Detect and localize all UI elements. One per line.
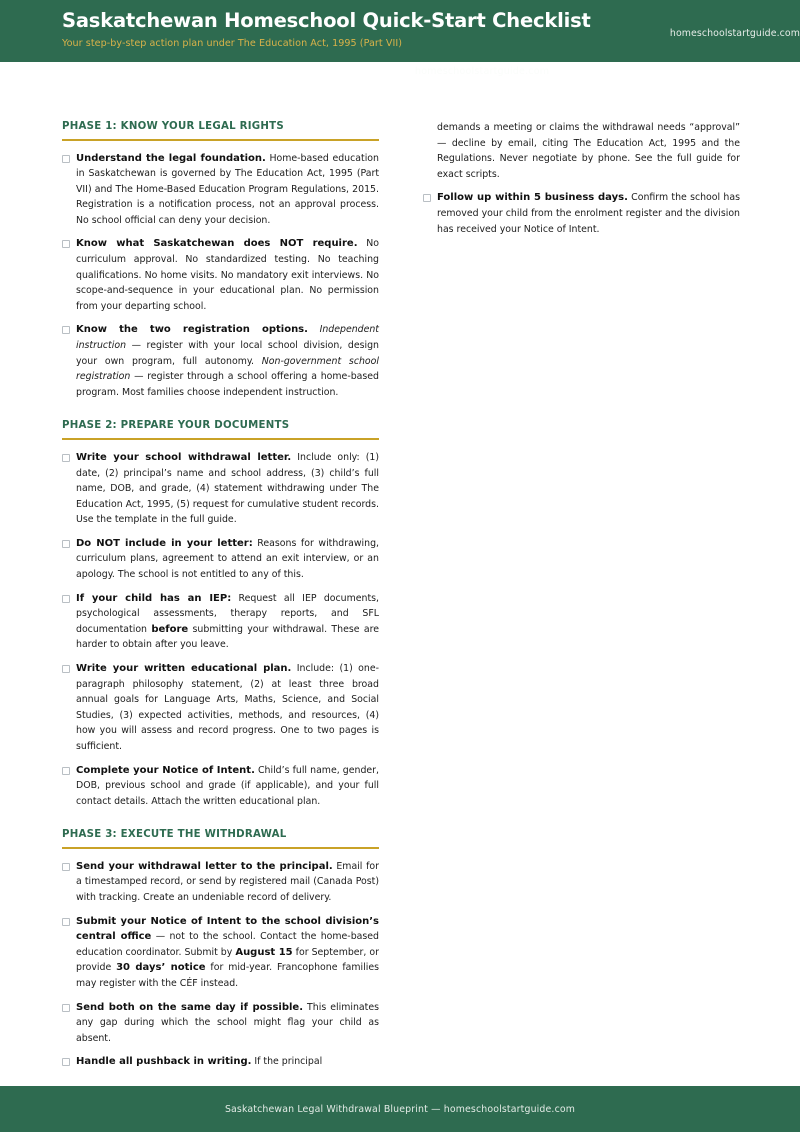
phase-section <box>62 120 379 400</box>
checklist-item-lead: Complete your Notice of Intent. <box>76 764 255 776</box>
checklist-item[interactable] <box>62 914 379 992</box>
phase-section <box>62 828 379 1070</box>
header-site-url: homeschoolstartguide.com <box>669 28 800 39</box>
page-header <box>0 0 800 62</box>
checklist-item-text <box>76 914 379 992</box>
checklist-item-body: — not to the school. Contact the home-based education coordinator. Submit by August 15 for September, or provide 30 days’ notice for mid-year. Francophone families may register with the CÉF instead. <box>76 931 380 990</box>
checkbox-icon[interactable] <box>62 1004 70 1012</box>
checkbox-icon[interactable] <box>62 155 70 163</box>
checklist-item-body: Include: (1) one-paragraph philosophy statement, (2) at least three broad annual goals for Language Arts, Maths, Science, and Social Studies, (3) expected activities, methods, and resources, (4) how you will assess and record progress. One to two pages is sufficient. <box>76 663 380 752</box>
checkbox-icon[interactable] <box>62 454 70 462</box>
checklist-item[interactable] <box>62 763 379 810</box>
checklist-item-body: Child’s full name, gender, DOB, previous school and grade (if applicable), and your full contact details. Attach the written educational plan. <box>76 764 380 807</box>
checklist-item[interactable] <box>62 322 379 400</box>
checklist-item-body: No curriculum approval. No standardized testing. No teaching qualifications. No home visits. No mandatory exit interviews. No scope-and-sequence in your educational plan. No permission from your departing school. <box>76 238 379 312</box>
checklist-item[interactable] <box>62 1054 379 1070</box>
checklist-item-text <box>76 1000 379 1047</box>
phase-divider <box>62 139 379 141</box>
phase-heading: PHASE 3: EXECUTE THE WITHDRAWAL <box>62 829 287 841</box>
checkbox-icon[interactable] <box>62 863 70 871</box>
checklist-item-text <box>76 661 379 755</box>
left-column <box>62 120 379 1078</box>
two-column-layout <box>62 120 740 1078</box>
checklist-item[interactable] <box>62 591 379 653</box>
checklist-item-body: This eliminates any gap during which the school might flag your child as absent. <box>76 1001 379 1044</box>
checklist-item-lead: Submit your Notice of Intent to the school division’s central office <box>76 915 379 943</box>
checkbox-icon[interactable] <box>62 240 70 248</box>
checklist-item-text <box>76 1054 379 1070</box>
checklist-item[interactable] <box>62 661 379 755</box>
phase-heading: PHASE 1: KNOW YOUR LEGAL RIGHTS <box>62 121 284 132</box>
checkbox-icon[interactable] <box>62 595 70 603</box>
checkbox-icon[interactable] <box>62 540 70 548</box>
checkbox-icon[interactable] <box>423 194 431 202</box>
checkbox-icon[interactable] <box>62 918 70 926</box>
checklist-item-body: Request all IEP documents, psychological assessments, therapy reports, and SFL documentation before submitting your withdrawal. These are harder to obtain after you leave. <box>76 592 380 651</box>
phase-divider <box>62 438 379 440</box>
checklist-item-lead: Follow up within 5 business days. <box>437 192 628 204</box>
phase-heading: PHASE 2: PREPARE YOUR DOCUMENTS <box>62 420 290 432</box>
checklist-item-body: Independent instruction — register with your local school division, design your own program, full autonomy. Non-government school registration — register through a school offering a home-based program. Most families choose independent instruction. <box>76 324 379 398</box>
continued-paragraph-text: demands a meeting or claims the withdrawal needs “approval” — decline by email, citing The Education Act, 1995 and the Regulations. Never negotiate by phone. See the full guide for exact scripts. <box>437 122 740 180</box>
ghost-watermark: homeschoolstartguide.com <box>415 66 550 77</box>
checklist-item[interactable] <box>423 190 740 237</box>
checklist-item-body: Include only: (1) date, (2) principal’s name and school address, (3) child’s full name, DOB, and grade, (4) statement withdrawing under The Education Act, 1995, (5) request for cumulative student records. Use the template in the full guide. <box>76 451 380 526</box>
page-title: Saskatchewan Homeschool Quick-Start Checklist <box>62 9 591 32</box>
checklist-item-lead: Know what Saskatchewan does NOT require. <box>76 238 358 250</box>
checklist-item-lead: Understand the legal foundation. <box>76 152 266 164</box>
checklist-item-body: If the principal <box>251 1056 323 1068</box>
checklist-item-body: Email for a timestamped record, or send by registered mail (Canada Post) with tracking. Create an undeniable record of delivery. <box>76 860 379 904</box>
checklist-item[interactable] <box>62 450 379 528</box>
checklist-item[interactable] <box>62 236 379 314</box>
checklist-item-body: Reasons for withdrawing, curriculum plans, agreement to attend an exit interview, or an apology. The school is not entitled to any of this. <box>76 537 379 581</box>
checklist-item-lead: Handle all pushback in writing. <box>76 1056 252 1068</box>
phase-divider <box>62 847 379 849</box>
phase-section <box>62 419 379 809</box>
checklist-item[interactable] <box>62 536 379 583</box>
checklist-item-lead: Write your school withdrawal letter. <box>76 451 292 463</box>
checklist-item-lead: Send your withdrawal letter to the principal. <box>76 860 333 872</box>
header-text-block <box>62 8 745 51</box>
checklist-item-text <box>76 536 379 583</box>
checklist-item-lead: Know the two registration options. <box>76 324 308 336</box>
checklist-item-body: Home-based education in Saskatchewan is governed by The Education Act, 1995 (Part VII) and The Home-Based Education Program Regulations, 2015. Registration is a notification process, not an approval process. No school official can deny your decision. <box>76 152 379 226</box>
checklist-item-lead: Write your written educational plan. <box>76 663 292 675</box>
checkbox-icon[interactable] <box>62 326 70 334</box>
checklist-item[interactable] <box>62 1000 379 1047</box>
continued-paragraph <box>423 120 740 182</box>
checklist-item-body: Confirm the school has removed your child from the enrolment register and the division has received your Notice of Intent. <box>437 192 740 235</box>
checklist-item-text <box>76 322 379 400</box>
checklist-item-text <box>437 190 740 237</box>
checklist-item-text <box>76 450 379 528</box>
checkbox-icon[interactable] <box>62 665 70 673</box>
checklist-item-text <box>76 763 379 810</box>
checkbox-icon[interactable] <box>62 767 70 775</box>
checkbox-icon[interactable] <box>62 1058 70 1066</box>
page-subtitle: Your step-by-step action plan under The Education Act, 1995 (Part VII) <box>62 38 402 49</box>
footer-text: Saskatchewan Legal Withdrawal Blueprint — homeschoolstartguide.com <box>224 1103 576 1115</box>
checklist-item[interactable] <box>62 151 379 229</box>
checklist-item-text <box>76 859 379 906</box>
checklist-item-lead: Do NOT include in your letter: <box>76 537 253 549</box>
right-column <box>423 120 740 1078</box>
checklist-item-text <box>76 151 379 229</box>
document-body <box>0 62 800 1086</box>
checklist-item-lead: Send both on the same day if possible. <box>76 1001 304 1013</box>
checklist-item-text <box>76 236 379 314</box>
page-footer <box>0 1086 800 1132</box>
checklist-item-text <box>76 591 379 653</box>
checklist-item-lead: If your child has an IEP: <box>76 592 232 604</box>
checklist-item[interactable] <box>62 859 379 906</box>
